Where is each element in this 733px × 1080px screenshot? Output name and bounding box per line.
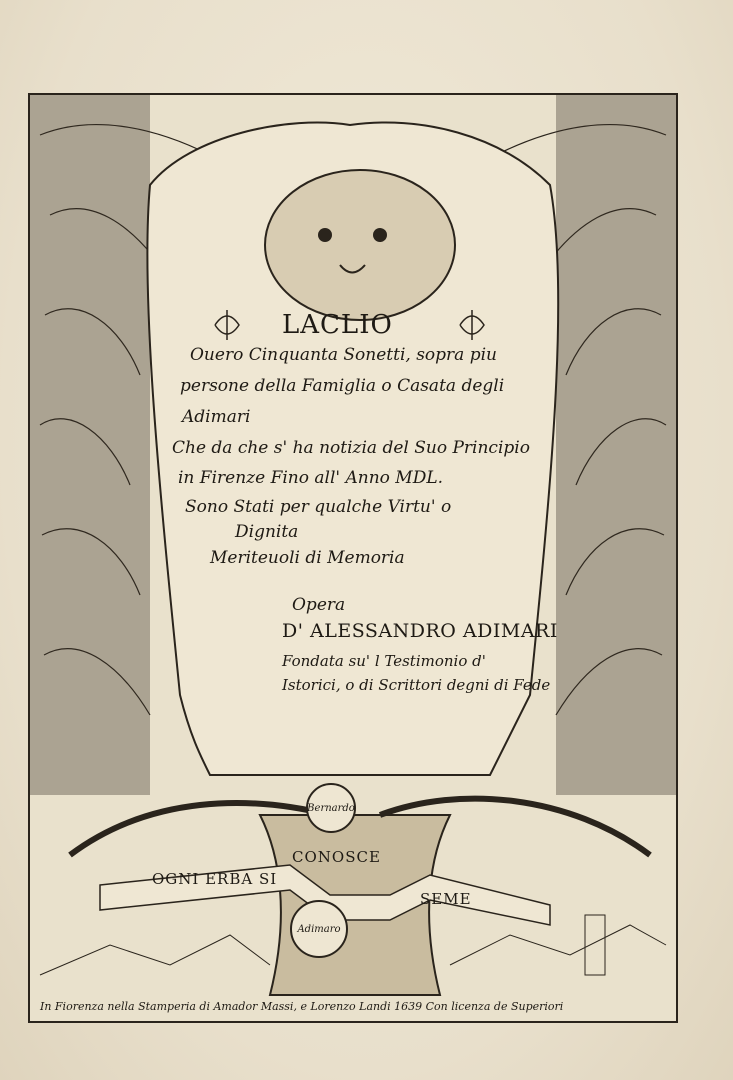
subtitle-line-7: Dignita — [235, 522, 299, 542]
subtitle-line-4: Che da che s' ha notizia del Suo Principio — [172, 438, 530, 458]
opera-label: Opera — [292, 595, 346, 615]
author-line-2: Istorici, o di Scrittori degni di Fede — [282, 676, 551, 694]
subtitle-line-2: persone della Famiglia o Casata degli — [180, 376, 505, 396]
medallion-adimaro: Adimaro — [290, 900, 348, 958]
motto-center: CONOSCE — [292, 848, 381, 866]
imprint-line: In Fiorenza nella Stamperia di Amador Massi, e Lorenzo Landi 1639 Con licenza de Superiori — [40, 1000, 564, 1013]
motto-left: OGNI ERBA SI — [152, 870, 278, 888]
medallion-bernardo: Bernardo — [306, 783, 356, 833]
motto-right: SEME — [420, 890, 472, 908]
subtitle-line-6: Sono Stati per qualche Virtu' o — [185, 497, 452, 517]
author-name: D' ALESSANDRO ADIMARI — [282, 620, 558, 642]
book-title: LACLIO — [282, 310, 393, 340]
subtitle-line-1: Ouero Cinquanta Sonetti, sopra piu — [190, 345, 497, 365]
author-line-1: Fondata su' l Testimonio d' — [282, 652, 486, 670]
subtitle-line-8: Meriteuoli di Memoria — [210, 548, 405, 568]
subtitle-line-3: Adimari — [182, 407, 251, 427]
subtitle-line-5: in Firenze Fino all' Anno MDL. — [178, 468, 444, 488]
